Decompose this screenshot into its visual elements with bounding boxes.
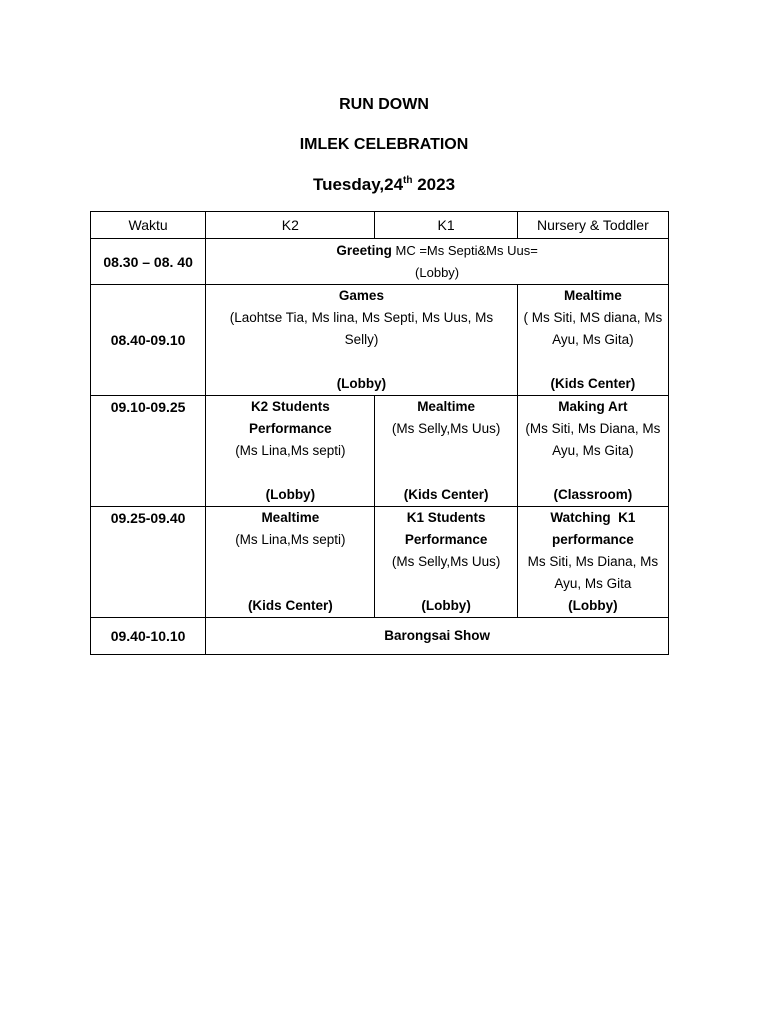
event-location: (Classroom) <box>553 487 633 502</box>
table-row <box>91 507 669 618</box>
table-row <box>91 239 669 285</box>
event-people: ( Ms Siti, MS diana, Ms Ayu, Ms Gita) <box>523 310 663 347</box>
date-year: 2023 <box>412 175 456 194</box>
event-cell-mealtime <box>517 285 668 396</box>
table-row <box>91 618 669 655</box>
event-location: (Kids Center) <box>247 598 333 613</box>
table-row <box>91 285 669 396</box>
event-title: Games <box>338 288 384 303</box>
event-title: K1 Students Performance <box>404 510 488 547</box>
event-title: Making Art <box>558 399 628 414</box>
event-cell-nursery <box>517 396 668 507</box>
time-cell: 09.10-09.25 <box>91 396 206 507</box>
event-people: (Ms Selly,Ms Uus) <box>391 554 501 569</box>
event-people: (Ms Siti, Ms Diana, Ms Ayu, Ms Gita) <box>525 421 661 458</box>
event-cell-k1 <box>375 396 517 507</box>
event-cell-k2 <box>206 507 375 618</box>
event-title: Greeting <box>336 242 392 258</box>
event-title: K2 Students Performance <box>249 399 332 436</box>
event-cell-greeting <box>206 239 669 285</box>
event-location: (Lobby) <box>568 598 618 613</box>
event-location: (Kids Center) <box>550 376 636 391</box>
event-location: (Lobby) <box>415 264 460 280</box>
table-row <box>91 396 669 507</box>
time-cell: 09.25-09.40 <box>91 507 206 618</box>
event-cell-k1 <box>375 507 517 618</box>
event-mc: MC =Ms Septi&Ms Uus= <box>391 242 538 258</box>
title-date <box>0 175 768 195</box>
event-location: (Lobby) <box>265 487 316 502</box>
event-people: (Laohtse Tia, Ms lina, Ms Septi, Ms Uus, Ms Selly) <box>229 310 494 347</box>
event-cell-nursery <box>517 507 668 618</box>
title-event-name: IMLEK CELEBRATION <box>299 136 469 153</box>
rundown-table <box>90 211 669 655</box>
time-cell: 09.40-10.10 <box>91 618 206 655</box>
title-run-down: RUN DOWN <box>339 96 429 113</box>
event-cell-k2 <box>206 396 375 507</box>
event-title: Mealtime <box>417 399 475 414</box>
event-title: Mealtime <box>261 510 320 525</box>
event-people: (Ms Selly,Ms Uus) <box>391 421 501 436</box>
event-location: (Kids Center) <box>403 487 489 502</box>
date-day: Tuesday,24 <box>312 175 404 194</box>
event-title: Mealtime <box>563 288 622 303</box>
event-people: (Ms Lina,Ms septi) <box>235 443 346 458</box>
event-people: Ms Siti, Ms Diana, Ms Ayu, Ms Gita <box>527 554 659 591</box>
event-cell-games <box>206 285 518 396</box>
time-cell: 08.40-09.10 <box>91 285 206 396</box>
header-k2: K2 <box>206 212 375 239</box>
table-header-row <box>91 212 669 239</box>
event-people: (Ms Lina,Ms septi) <box>235 532 346 547</box>
date-suffix: th <box>403 175 413 186</box>
header-k1: K1 <box>375 212 517 239</box>
event-location: (Lobby) <box>421 598 471 613</box>
event-cell-barongsai: Barongsai Show <box>206 618 669 655</box>
event-location: (Lobby) <box>336 376 387 391</box>
header-waktu: Waktu <box>91 212 206 239</box>
event-title: Watching K1 performance <box>550 510 640 547</box>
header-nursery-toddler: Nursery & Toddler <box>517 212 668 239</box>
time-cell: 08.30 – 08. 40 <box>91 239 206 285</box>
